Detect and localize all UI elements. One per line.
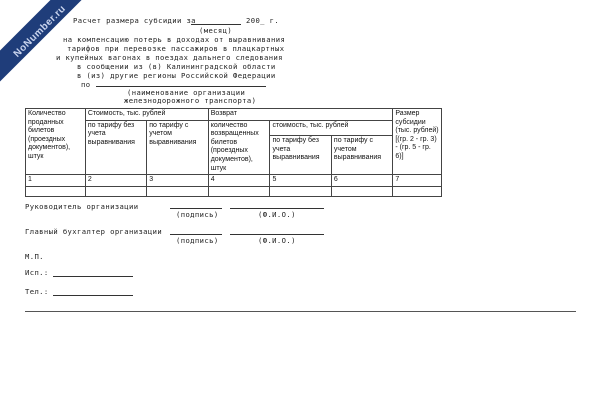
accountant-signature-line — [170, 234, 222, 235]
head-signature-line — [170, 208, 222, 209]
month-blank — [191, 24, 241, 25]
phone-label: Тел.: — [25, 287, 49, 296]
column-number: 5 — [270, 175, 331, 187]
subsidy-table — [25, 108, 442, 197]
header-sold-qty: Количество проданных билетов (проездных документов), штук — [26, 109, 86, 175]
bottom-rule — [25, 311, 576, 312]
phone-line — [53, 295, 133, 296]
column-number: 1 — [26, 175, 86, 187]
organization-blank — [96, 86, 266, 87]
stamp-place: М.П. — [25, 252, 44, 261]
data-cell[interactable] — [393, 186, 442, 196]
header-cost: Стоимость, тыс. рублей — [85, 109, 208, 121]
data-cell[interactable] — [270, 186, 331, 196]
accountant-name-hint: (Ф.И.О.) — [258, 236, 296, 245]
head-label: Руководитель организации — [25, 202, 139, 211]
executor-label: Исп.: — [25, 268, 49, 277]
accountant-name-line — [230, 234, 324, 235]
title-line-1: Расчет размера субсидии за — [73, 16, 196, 25]
head-name-hint: (Ф.И.О.) — [258, 210, 296, 219]
month-hint: (месяц) — [199, 26, 233, 35]
head-name-line — [230, 208, 324, 209]
title-line-7: по — [81, 80, 91, 89]
header-return: Возврат — [208, 109, 393, 121]
header-cost-no-align: по тарифу без учета выравнивания — [85, 120, 146, 175]
executor-line — [53, 276, 133, 277]
title-line-5: в сообщении из (в) Калининградской области — [77, 62, 276, 71]
title-year: 200_ г. — [246, 16, 280, 25]
title-line-4: и купейных вагонах в поездах дальнего следования — [56, 53, 283, 62]
header-subsidy: Размер субсидии (тыс. рублей) [(гр. 2 - гр. 3) - (гр. 5 - гр. 6)] — [393, 109, 442, 175]
column-number: 7 — [393, 175, 442, 187]
title-line-2: на компенсацию потерь в доходах от выравнивания — [63, 35, 286, 44]
data-cell[interactable] — [331, 186, 392, 196]
watermark-text: NoNumber.ru — [11, 3, 69, 60]
column-number: 6 — [331, 175, 392, 187]
accountant-sign-hint: (подпись) — [176, 236, 219, 245]
header-return-align: по тарифу с учетом выравнивания — [331, 136, 392, 175]
column-number: 4 — [208, 175, 270, 187]
column-number: 2 — [85, 175, 146, 187]
header-return-qty: количество возвращенных билетов (проездных документов), штук — [208, 120, 270, 175]
column-number: 3 — [147, 175, 208, 187]
org-hint-1: (наименование организации — [127, 88, 246, 97]
title-line-6: в (из) другие регионы Российской Федерации — [77, 71, 276, 80]
data-cell[interactable] — [26, 186, 86, 196]
title-line-3: тарифов при перевозке пассажиров в плацкартных — [67, 44, 285, 53]
header-return-no-align: по тарифу без учета выравнивания — [270, 136, 331, 175]
head-sign-hint: (подпись) — [176, 210, 219, 219]
header-cost-align: по тарифу с учетом выравнивания — [147, 120, 208, 175]
data-cell[interactable] — [85, 186, 146, 196]
data-cell[interactable] — [208, 186, 270, 196]
header-return-cost: стоимость, тыс. рублей — [270, 120, 393, 136]
data-cell[interactable] — [147, 186, 208, 196]
accountant-label: Главный бухгалтер организации — [25, 227, 163, 236]
org-hint-2: железнодорожного транспорта) — [124, 96, 257, 105]
